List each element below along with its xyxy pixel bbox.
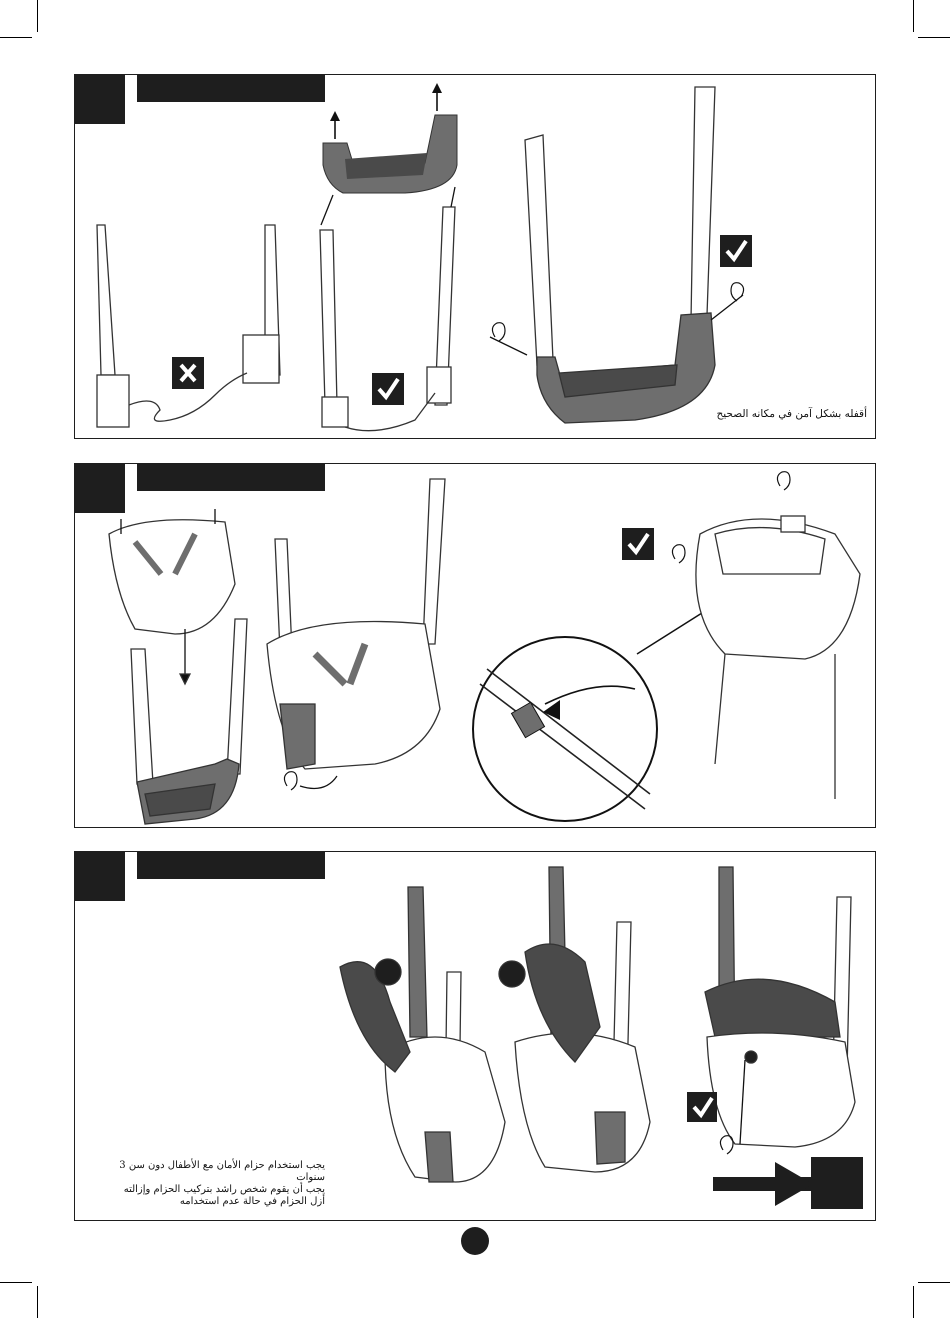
harness-step-a (340, 887, 505, 1182)
next-page-arrow-icon (713, 1157, 863, 1209)
caption-line: يجب أن يقوم شخص راشد بتركيب الحزام وإزالته (123, 1184, 325, 1195)
instruction-caption: أقفله بشكل آمن في مكانه الصحيح (716, 408, 867, 420)
check-icon (720, 235, 752, 267)
bucket-lifted (109, 509, 235, 684)
crop-mark (37, 0, 38, 32)
seat-with-bucket (267, 479, 445, 769)
crop-mark (0, 1282, 32, 1283)
page-number-badge (461, 1227, 489, 1255)
frame-wrong (97, 225, 280, 427)
cross-icon (172, 357, 204, 389)
assembly-illustration-1 (75, 75, 877, 440)
step-panel-2 (74, 463, 876, 828)
crop-mark (0, 37, 32, 38)
step-panel-3 (74, 851, 876, 1221)
crop-mark (913, 1286, 914, 1318)
caption-line: يجب استخدام حزام الأمان مع الأطفال دون سن 3 سنوات (119, 1160, 325, 1183)
crop-mark (37, 1286, 38, 1318)
check-icon (687, 1092, 717, 1122)
crop-mark (918, 1282, 950, 1283)
seat-top-view (696, 516, 860, 799)
caption-line: أزل الحزام في حالة عدم استخدامه (179, 1196, 325, 1207)
harness-step-b (499, 867, 650, 1172)
assembly-illustration-2 (75, 464, 877, 829)
seat-assembled (490, 87, 743, 423)
check-icon (622, 528, 654, 560)
harness-fitted (705, 867, 855, 1147)
seat-lifted (321, 83, 457, 225)
check-icon (372, 373, 404, 405)
crop-mark (913, 0, 914, 32)
safety-caption (115, 1160, 325, 1208)
frame-panel2 (131, 619, 247, 824)
step-panel-1 (74, 74, 876, 439)
detail-magnifier (473, 589, 740, 821)
crop-mark (918, 37, 950, 38)
